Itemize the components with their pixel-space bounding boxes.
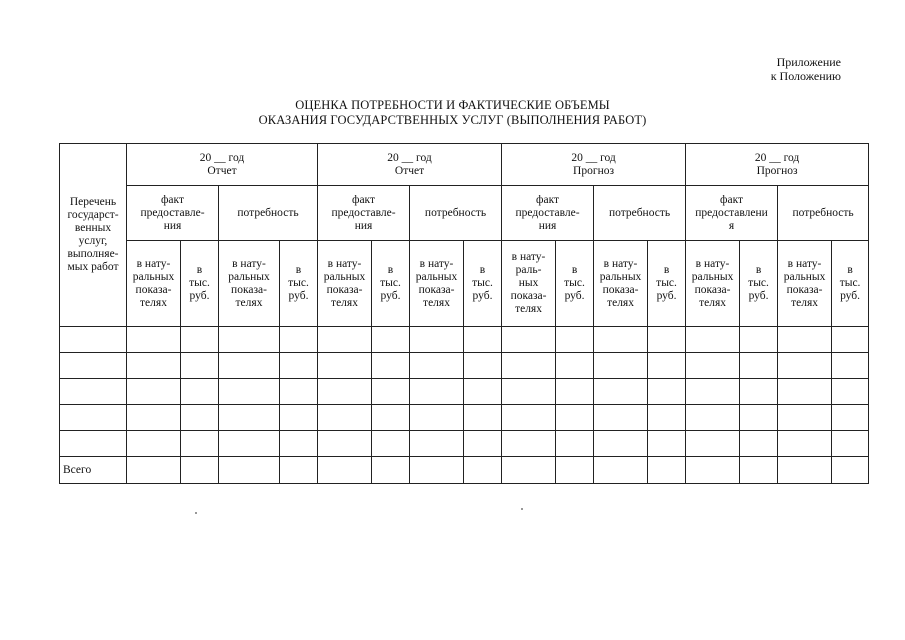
- header-text-line: показа-: [786, 283, 823, 296]
- table-row: [60, 353, 869, 379]
- fact-header: [318, 186, 410, 241]
- header-text-line: ральных: [783, 270, 826, 283]
- empty-cell: [832, 431, 869, 457]
- header-text-line: в: [571, 264, 578, 276]
- table-row: [60, 379, 869, 405]
- unit-thousand-rub-header: [556, 241, 594, 327]
- header-text-line: ных: [518, 277, 539, 289]
- period-header: [127, 144, 318, 186]
- empty-cell: [594, 405, 648, 431]
- header-text-line: ральных: [132, 270, 175, 283]
- empty-cell: [280, 379, 318, 405]
- empty-cell: [502, 431, 556, 457]
- header-text-line: факт: [536, 193, 560, 206]
- empty-cell: [60, 431, 127, 457]
- unit-natural-header: [502, 241, 556, 327]
- empty-cell: [556, 431, 594, 457]
- empty-cell: [502, 405, 556, 431]
- header-text-line: руб.: [840, 290, 861, 302]
- table-row: [60, 241, 869, 327]
- empty-cell: [318, 379, 372, 405]
- header-text-line: факт: [720, 193, 744, 206]
- period-header: [318, 144, 502, 186]
- header-text-line: тыс.: [380, 277, 401, 289]
- unit-thousand-rub-header: [280, 241, 318, 327]
- header-text-line: тыс.: [472, 277, 493, 289]
- empty-cell: [280, 353, 318, 379]
- header-text-line: тыс.: [656, 277, 677, 289]
- empty-cell: [740, 405, 778, 431]
- empty-cell: [318, 431, 372, 457]
- unit-thousand-rub-header: [464, 241, 502, 327]
- empty-cell: [594, 327, 648, 353]
- empty-cell: [280, 457, 318, 484]
- empty-cell: [832, 405, 869, 431]
- empty-cell: [127, 327, 181, 353]
- header-text-line: показа-: [135, 283, 172, 296]
- header-text-line: в: [663, 264, 670, 276]
- header-text-line: Перечень: [69, 196, 117, 208]
- empty-cell: [740, 327, 778, 353]
- table-row: [60, 327, 869, 353]
- header-text-line: раль-: [515, 264, 542, 276]
- empty-cell: [502, 457, 556, 484]
- table-row: [60, 405, 869, 431]
- empty-cell: [181, 457, 219, 484]
- header-text-line: в: [847, 264, 853, 276]
- empty-cell: [594, 353, 648, 379]
- header-text-line: телях: [140, 296, 167, 309]
- fact-header: [686, 186, 778, 241]
- empty-cell: [410, 379, 464, 405]
- empty-cell: [410, 327, 464, 353]
- empty-cell: [778, 457, 832, 484]
- appendix-line-1: Приложение: [776, 55, 841, 69]
- header-text-line: в нату-: [511, 251, 546, 263]
- unit-natural-header: [127, 241, 181, 327]
- header-text-line: руб.: [189, 290, 210, 302]
- table-row: [60, 431, 869, 457]
- empty-cell: [740, 457, 778, 484]
- empty-cell: [594, 431, 648, 457]
- empty-cell: [127, 353, 181, 379]
- empty-cell: [740, 431, 778, 457]
- header-text-line: показа-: [694, 283, 731, 296]
- empty-cell: [280, 431, 318, 457]
- empty-cell: [410, 457, 464, 484]
- unit-natural-header: [410, 241, 464, 327]
- empty-cell: [372, 353, 410, 379]
- scan-speck: [521, 508, 523, 510]
- empty-cell: [648, 405, 686, 431]
- period-kind: Прогноз: [573, 164, 615, 177]
- empty-cell: [318, 327, 372, 353]
- header-text-line: руб.: [564, 290, 585, 302]
- empty-cell: [778, 353, 832, 379]
- header-text-line: показа-: [418, 283, 455, 296]
- period-year: 20 __ год: [754, 151, 800, 164]
- header-text-line: в нату-: [695, 257, 730, 270]
- scan-speck: [195, 512, 197, 514]
- empty-cell: [502, 379, 556, 405]
- empty-cell: [648, 457, 686, 484]
- empty-cell: [648, 379, 686, 405]
- unit-thousand-rub-header: [740, 241, 778, 327]
- header-text-line: телях: [515, 303, 542, 315]
- empty-cell: [410, 431, 464, 457]
- appendix-note: [771, 55, 841, 83]
- header-text-line: тыс.: [839, 277, 861, 289]
- empty-cell: [464, 405, 502, 431]
- empty-cell: [740, 379, 778, 405]
- fact-header: [502, 186, 594, 241]
- fact-header: [127, 186, 219, 241]
- empty-cell: [60, 327, 127, 353]
- unit-natural-header: [219, 241, 280, 327]
- header-text-line: в нату-: [787, 257, 822, 270]
- header-text-line: руб.: [380, 290, 401, 302]
- period-year: 20 __ год: [571, 151, 616, 164]
- empty-cell: [372, 379, 410, 405]
- empty-cell: [778, 431, 832, 457]
- header-text-line: предоставлени: [695, 206, 768, 219]
- empty-cell: [832, 379, 869, 405]
- header-text-line: руб.: [472, 290, 493, 302]
- empty-cell: [832, 327, 869, 353]
- header-text-line: телях: [607, 296, 634, 309]
- empty-cell: [464, 457, 502, 484]
- empty-cell: [372, 405, 410, 431]
- empty-cell: [181, 353, 219, 379]
- empty-cell: [686, 379, 740, 405]
- empty-cell: [60, 379, 127, 405]
- header-text-line: руб.: [656, 290, 677, 302]
- unit-natural-header: [778, 241, 832, 327]
- empty-cell: [219, 431, 280, 457]
- header-text-line: факт: [352, 193, 376, 206]
- empty-cell: [556, 353, 594, 379]
- header-text-line: телях: [423, 296, 450, 309]
- empty-cell: [181, 405, 219, 431]
- appendix-line-2: к Положению: [770, 69, 841, 83]
- empty-cell: [686, 457, 740, 484]
- empty-cell: [280, 327, 318, 353]
- empty-cell: [219, 353, 280, 379]
- empty-cell: [464, 431, 502, 457]
- empty-cell: [502, 353, 556, 379]
- header-text-line: в нату-: [419, 257, 454, 270]
- header-text-line: в нату-: [327, 257, 362, 270]
- empty-cell: [181, 327, 219, 353]
- title-line-1: ОЦЕНКА ПОТРЕБНОСТИ И ФАКТИЧЕСКИЕ ОБЪЕМЫ: [295, 98, 610, 112]
- empty-cell: [127, 379, 181, 405]
- header-text-line: в: [387, 264, 394, 276]
- empty-cell: [219, 405, 280, 431]
- empty-cell: [778, 327, 832, 353]
- empty-cell: [556, 379, 594, 405]
- header-text-line: в нату-: [232, 257, 266, 270]
- period-header: [686, 144, 869, 186]
- header-text-line: выполняе-: [67, 248, 119, 260]
- empty-cell: [127, 405, 181, 431]
- header-text-line: показа-: [231, 283, 267, 296]
- empty-cell: [778, 379, 832, 405]
- table-row: [60, 186, 869, 241]
- header-text-line: показа-: [602, 283, 639, 296]
- empty-cell: [686, 405, 740, 431]
- empty-cell: [686, 431, 740, 457]
- header-text-line: ния: [538, 219, 557, 232]
- empty-cell: [181, 431, 219, 457]
- unit-natural-header: [318, 241, 372, 327]
- empty-cell: [372, 457, 410, 484]
- header-text-line: я: [728, 219, 735, 232]
- empty-cell: [832, 457, 869, 484]
- empty-cell: [464, 379, 502, 405]
- empty-cell: [318, 353, 372, 379]
- empty-cell: [648, 431, 686, 457]
- empty-cell: [219, 379, 280, 405]
- unit-natural-header: [594, 241, 648, 327]
- header-text-line: ния: [163, 219, 182, 232]
- empty-cell: [556, 405, 594, 431]
- header-text-line: мых работ: [67, 261, 119, 273]
- header-text-line: тыс.: [564, 277, 585, 289]
- empty-cell: [219, 457, 280, 484]
- period-year: 20 __ год: [387, 151, 432, 164]
- empty-cell: [280, 405, 318, 431]
- unit-thousand-rub-header: [832, 241, 869, 327]
- header-text-line: телях: [331, 296, 358, 309]
- header-text-line: ральных: [415, 270, 458, 283]
- empty-cell: [502, 327, 556, 353]
- header-text-line: ральных: [691, 270, 734, 283]
- table-row: [60, 144, 869, 186]
- header-text-line: показа-: [326, 283, 363, 296]
- need-header: потребность: [410, 186, 502, 241]
- header-text-line: ральных: [323, 270, 366, 283]
- document-title: [0, 98, 905, 128]
- empty-cell: [740, 353, 778, 379]
- table-row: [60, 457, 869, 484]
- empty-cell: [778, 405, 832, 431]
- period-kind: Прогноз: [756, 164, 798, 177]
- header-text-line: тыс.: [288, 277, 309, 289]
- empty-cell: [556, 457, 594, 484]
- empty-cell: [464, 353, 502, 379]
- header-text-line: телях: [699, 296, 726, 309]
- empty-cell: [372, 431, 410, 457]
- empty-cell: [594, 379, 648, 405]
- need-header: потребность: [778, 186, 869, 241]
- header-text-line: в: [755, 264, 762, 276]
- unit-natural-header: [686, 241, 740, 327]
- empty-cell: [181, 379, 219, 405]
- header-text-line: ральных: [599, 270, 642, 283]
- empty-cell: [556, 327, 594, 353]
- row-header-services-list: [60, 144, 127, 327]
- empty-cell: [686, 327, 740, 353]
- header-text-line: факт: [160, 193, 185, 206]
- empty-cell: [686, 353, 740, 379]
- total-label: Всего: [60, 457, 127, 484]
- header-text-line: предоставле-: [515, 206, 580, 219]
- empty-cell: [410, 405, 464, 431]
- empty-cell: [410, 353, 464, 379]
- empty-cell: [60, 353, 127, 379]
- empty-cell: [648, 353, 686, 379]
- header-text-line: показа-: [510, 290, 547, 302]
- header-text-line: в нату-: [603, 257, 638, 270]
- header-text-line: тыс.: [748, 277, 769, 289]
- empty-cell: [219, 327, 280, 353]
- header-text-line: в: [479, 264, 486, 276]
- header-text-line: телях: [235, 296, 263, 309]
- empty-cell: [832, 353, 869, 379]
- header-text-line: в нату-: [136, 257, 171, 270]
- services-table: [59, 143, 869, 484]
- header-text-line: венных: [74, 222, 112, 234]
- header-text-line: ния: [354, 219, 373, 232]
- header-text-line: в: [196, 264, 203, 276]
- unit-thousand-rub-header: [648, 241, 686, 327]
- header-text-line: в: [295, 264, 302, 276]
- header-text-line: руб.: [288, 290, 309, 302]
- empty-cell: [372, 327, 410, 353]
- header-text-line: телях: [791, 296, 818, 309]
- empty-cell: [60, 405, 127, 431]
- unit-thousand-rub-header: [372, 241, 410, 327]
- empty-cell: [318, 405, 372, 431]
- header-text-line: тыс.: [189, 277, 210, 289]
- need-header: потребность: [594, 186, 686, 241]
- period-kind: Отчет: [207, 164, 237, 177]
- empty-cell: [318, 457, 372, 484]
- header-text-line: государст-: [67, 209, 119, 221]
- need-header: потребность: [219, 186, 318, 241]
- header-text-line: ральных: [228, 270, 270, 283]
- period-header: [502, 144, 686, 186]
- header-text-line: услуг,: [78, 235, 108, 247]
- header-text-line: руб.: [748, 290, 769, 302]
- period-kind: Отчет: [394, 164, 425, 177]
- period-year: 20 __ год: [199, 151, 245, 164]
- header-text-line: предоставле-: [331, 206, 396, 219]
- empty-cell: [127, 431, 181, 457]
- unit-thousand-rub-header: [181, 241, 219, 327]
- empty-cell: [594, 457, 648, 484]
- empty-cell: [648, 327, 686, 353]
- header-text-line: предоставле-: [140, 206, 205, 219]
- empty-cell: [127, 457, 181, 484]
- empty-cell: [464, 327, 502, 353]
- title-line-2: ОКАЗАНИЯ ГОСУДАРСТВЕННЫХ УСЛУГ (ВЫПОЛНЕНИЯ РАБОТ): [258, 113, 647, 127]
